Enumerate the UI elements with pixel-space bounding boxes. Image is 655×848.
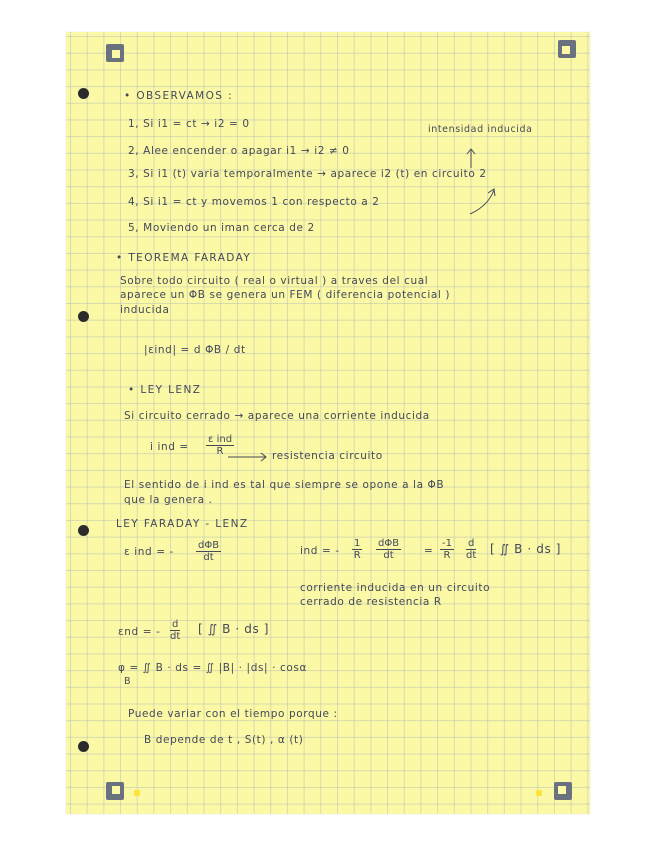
eind-fraction: dΦB dt <box>198 540 220 563</box>
phi-equation: φ = ∬ B · ds = ∬ |B| · |ds| · cosα <box>118 662 307 674</box>
corner-mark-icon <box>106 782 124 800</box>
iind-fraction-4: $\frac{d}{dt}$ <box>466 538 477 561</box>
vary-text-2: B depende de t , S(t) , α (t) <box>144 734 304 746</box>
eind-lhs: ε ind = - <box>124 546 174 558</box>
arrow-up-icon <box>466 148 476 168</box>
lenz-text-3: que la genera . <box>124 494 213 506</box>
arrow-right-icon <box>228 452 268 462</box>
annotation-intensidad: intensidad inducida <box>428 124 533 135</box>
observation-2: 2, Alee encender o apagar i1 → i2 ≠ 0 <box>128 145 350 157</box>
iind-note-1: corriente inducida en un circuito <box>300 582 491 594</box>
iind-equals: = <box>424 545 434 557</box>
yellow-square-icon <box>536 790 542 796</box>
observation-4: 4, Si i1 = ct y movemos 1 con respecto a 2 <box>128 196 380 208</box>
lenz-text-1: Si circuito cerrado → aparece una corriente inducida <box>124 410 430 422</box>
end-lhs: εnd = - <box>118 626 161 638</box>
end-fraction: $\frac{d}{dt}$ <box>170 619 181 642</box>
faraday-text-2: aparece un ΦB se genera un FEM ( diferencia potencial ) <box>120 289 451 301</box>
observation-1: 1, Si i1 = ct → i2 = 0 <box>128 118 250 130</box>
phi-subscript: B <box>124 676 132 687</box>
observation-3: 3, Si i1 (t) varia temporalmente → aparece i2 (t) en circuito 2 <box>128 168 487 180</box>
iind-lhs: ind = - <box>300 545 340 557</box>
iind-fraction-3: $\frac{-1}{R}$ <box>442 538 452 561</box>
binder-hole-icon <box>78 311 89 322</box>
section-title-lenz: • LEY LENZ <box>128 384 202 396</box>
iind-fraction-1: $\frac{1}{R}$ <box>353 538 361 561</box>
faraday-text-3: inducida <box>120 304 170 316</box>
lenz-lhs: i ind = <box>150 441 189 453</box>
corner-mark-icon <box>554 782 572 800</box>
iind-note-2: cerrado de resistencia R <box>300 596 442 608</box>
iind-integral: [ ∬ B · ds ] <box>490 542 562 556</box>
lenz-frac-den: R <box>216 446 224 457</box>
lenz-frac-num: ε ind <box>208 434 233 445</box>
binder-hole-icon <box>78 741 89 752</box>
section-title-faraday-lenz: LEY FARADAY - LENZ <box>116 518 249 530</box>
vary-text-1: Puede variar con el tiempo porque : <box>128 708 338 720</box>
section-title-observamos: • OBSERVAMOS : <box>124 90 234 102</box>
iind-fraction-2: dΦB dt <box>378 538 400 561</box>
section-title-faraday: • TEOREMA FARADAY <box>116 252 252 264</box>
binder-hole-icon <box>78 525 89 536</box>
curved-arrow-icon <box>468 188 498 216</box>
binder-hole-icon <box>78 88 89 99</box>
observation-5: 5, Moviendo un iman cerca de 2 <box>128 222 315 234</box>
corner-mark-icon <box>558 40 576 58</box>
yellow-square-icon <box>134 790 140 796</box>
corner-mark-icon <box>106 44 124 62</box>
end-integral: [ ∬ B · ds ] <box>198 622 270 636</box>
faraday-formula: |εind| = d ΦB / dt <box>144 344 246 356</box>
lenz-arrow-label: resistencia circuito <box>272 450 383 462</box>
faraday-text-1: Sobre todo circuito ( real o virtual ) a traves del cual <box>120 275 429 287</box>
lenz-text-2: El sentido de i ind es tal que siempre se opone a la ΦB <box>124 479 445 491</box>
